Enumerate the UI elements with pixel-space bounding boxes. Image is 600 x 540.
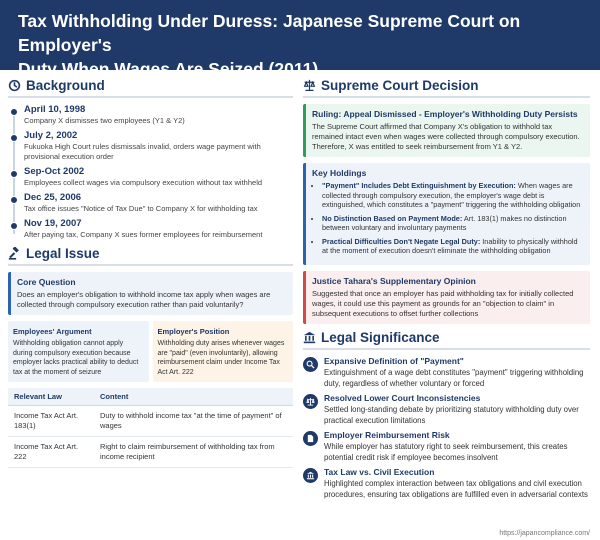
core-question-text: Does an employer's obligation to withhold income tax apply when wages are collected through compulsory execution rather than paid voluntarily? xyxy=(17,290,271,309)
table-header: Content xyxy=(94,388,293,406)
core-question-box xyxy=(8,272,293,315)
significance-item: Expansive Definition of "Payment" Extinguishment of a wage debt constitutes "payment" triggering withholding duty, regardless of whether voluntary or forced xyxy=(303,356,590,389)
timeline-item: Nov 19, 2007 After paying tax, Company X sues former employees for reimbursement xyxy=(24,218,293,240)
timeline-item: Sep-Oct 2002 Employees collect wages via compulsory execution without tax withheld xyxy=(24,166,293,188)
title-line-1: Tax Withholding Under Duress: Japanese Supreme Court on Employer's xyxy=(18,11,521,55)
significance-heading: Legal Significance xyxy=(303,330,590,350)
key-holdings-title: Key Holdings xyxy=(312,168,367,178)
opinion-text: Suggested that once an employer has paid withholding tax for initially collected wages, it could use this payment as grounds for an "objection to claim" in subsequent executions to offset further collections xyxy=(312,288,574,318)
page-header xyxy=(0,0,600,79)
timeline-item: July 2, 2002 Fukuoka High Court rules dismissals invalid, orders wage payment with provisional execution order xyxy=(24,130,293,162)
timeline-item: Dec 25, 2006 Tax office issues "Notice of Tax Due" to Company X for withholding tax xyxy=(24,192,293,214)
law-icon xyxy=(306,471,315,480)
title-line-2: Duty When Wages Are Seized (2011) xyxy=(18,59,319,79)
table-header: Relevant Law xyxy=(8,388,94,406)
history-icon xyxy=(8,79,21,92)
legal-issue-heading: Legal Issue xyxy=(8,246,293,266)
supplementary-opinion-box xyxy=(303,271,590,324)
significance-item: Resolved Lower Court Inconsistencies Settled long-standing debate by prioritizing statutory withholding duty over practical execution limitations xyxy=(303,393,590,426)
search-icon xyxy=(306,360,315,369)
significance-item: Tax Law vs. Civil Execution Highlighted complex interaction between tax obligations and civil execution procedures, ensuring tax obligations are fulfilled even in adversarial contexts xyxy=(303,467,590,500)
employees-argument: Employees' Argument Withholding obligation cannot apply during compulsory execution because employer lacks practical ability to deduct tax at the moment of seizure xyxy=(8,321,149,382)
list-item: • Practical Difficulties Don't Negate Legal Duty: Inability to physically withhold at the moment of execution doesn't eliminate the withholding obligation xyxy=(322,237,584,256)
main-content xyxy=(0,70,600,504)
gavel-icon xyxy=(8,247,21,260)
left-column xyxy=(8,78,293,504)
file-icon xyxy=(306,434,315,443)
list-item: • "Payment" Includes Debt Extinguishment by Execution: When wages are collected through compulsory execution, the employer's wage debt is extinguished, which constitutes a "payment" triggering the withholding obligation xyxy=(322,181,584,210)
list-item: • No Distinction Based on Payment Mode: Art. 183(1) makes no distinction between voluntary and involuntary payments xyxy=(322,214,584,233)
opinion-title: Justice Tahara's Supplementary Opinion xyxy=(312,275,476,286)
ruling-box xyxy=(303,104,590,157)
table-row: Income Tax Act Art. 222 Right to claim reimbursement of withholding tax from income recipient xyxy=(8,437,293,468)
ruling-text: The Supreme Court affirmed that Company X's obligation to withhold tax remained intact even when wages were collected through compulsory execution. Therefore, X was entitled to seek reimbursement from Y1 & Y2. xyxy=(312,122,580,151)
key-holdings-box xyxy=(303,163,590,265)
arguments xyxy=(8,321,293,382)
employer-position: Employer's Position Withholding duty arises whenever wages are "paid" (even involuntarily), allowing reimbursement claim under Income Tax Act Art. 222 xyxy=(153,321,294,382)
balance-icon xyxy=(306,397,315,406)
footer-url[interactable]: https://japancompliance.com/ xyxy=(499,530,590,537)
table-row: Income Tax Act Art. 183(1) Duty to withhold income tax "at the time of payment" of wages xyxy=(8,406,293,437)
timeline-dot xyxy=(10,170,18,178)
ruling-title: Ruling: Appeal Dismissed - Employer's Withholding Duty Persists xyxy=(312,109,578,119)
decision-heading: Supreme Court Decision xyxy=(303,78,590,98)
scales-icon xyxy=(303,79,316,92)
timeline-dot xyxy=(10,108,18,116)
significance-item: Employer Reimbursement Risk While employer has statutory right to seek reimbursement, this creates potential credit risk if employee becomes insolvent xyxy=(303,430,590,463)
core-question-title: Core Question xyxy=(17,277,76,287)
right-column xyxy=(303,78,590,504)
timeline-dot xyxy=(10,196,18,204)
background-heading: Background xyxy=(8,78,293,98)
timeline-dot xyxy=(10,222,18,230)
timeline xyxy=(8,104,293,240)
timeline-dot xyxy=(10,134,18,142)
timeline-item: April 10, 1998 Company X dismisses two employees (Y1 & Y2) xyxy=(24,104,293,126)
relevant-law-table xyxy=(8,388,293,468)
bank-icon xyxy=(303,331,316,344)
